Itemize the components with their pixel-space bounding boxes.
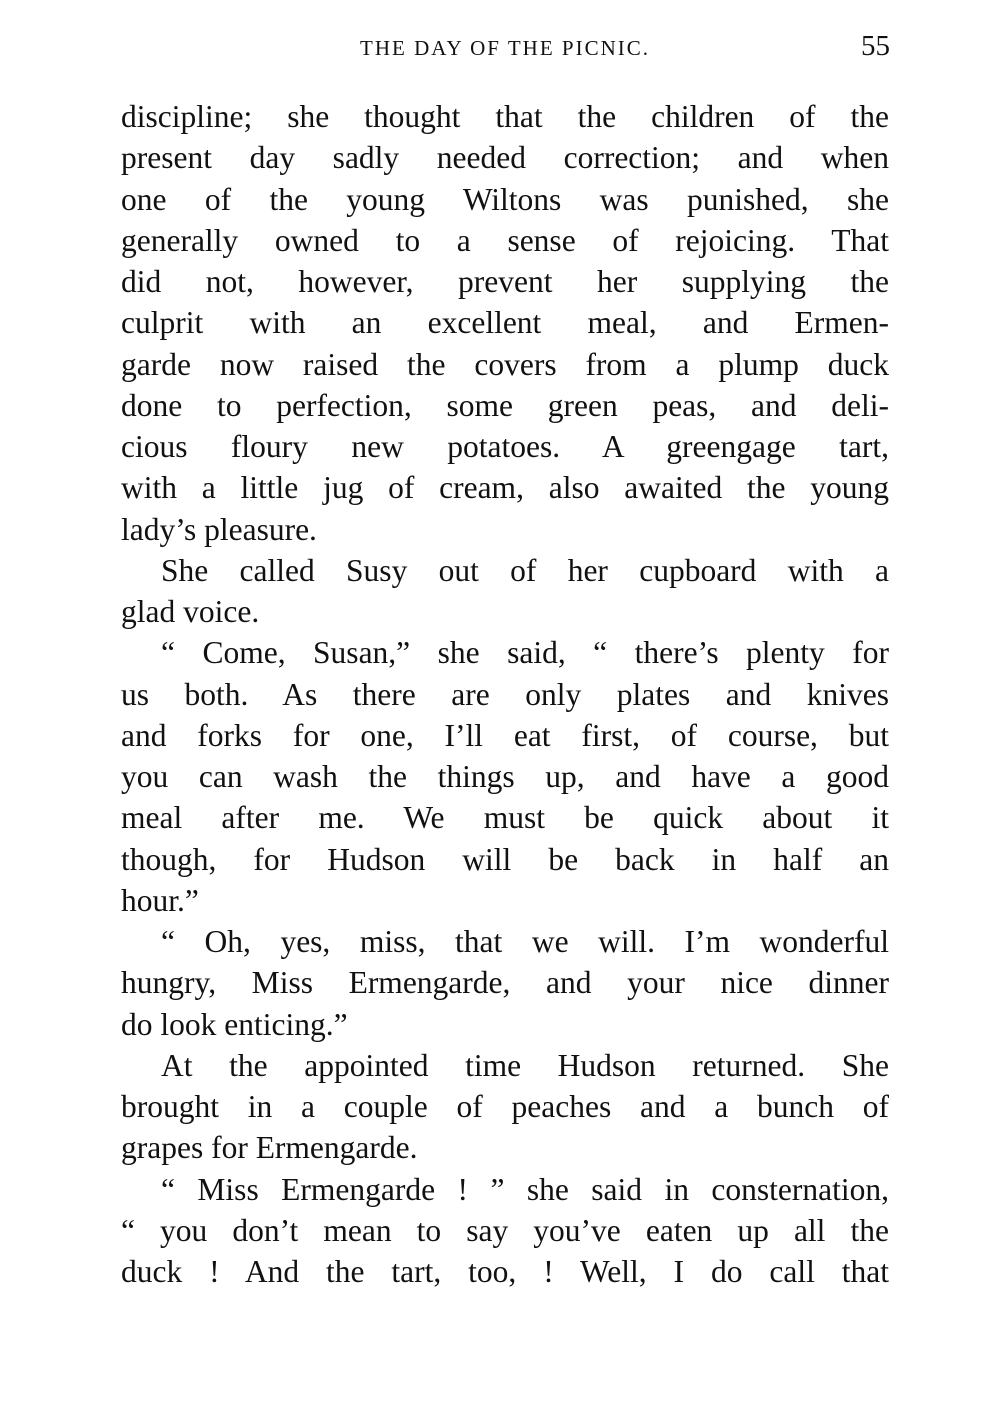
text-line: discipline; she thought that the children of the (121, 99, 889, 134)
text-line: “ you don’t mean to say you’ve eaten up all the (121, 1212, 889, 1248)
text-line: hour.” (121, 882, 199, 918)
text-line: and forks for one, I’ll eat first, of course, but (121, 717, 889, 753)
text-line: generally owned to a sense of rejoicing. That (121, 222, 889, 258)
text-line: “ Miss Ermengarde ! ” she said in consternation, (161, 1171, 889, 1207)
text-line: brought in a couple of peaches and a bunch of (121, 1089, 889, 1124)
text-line: hungry, Miss Ermengarde, and your nice dinner (121, 965, 889, 1001)
text-line: culprit with an excellent meal, and Ermen- (121, 305, 889, 341)
text-line: lady’s pleasure. (121, 511, 317, 547)
body-text (121, 96, 889, 1292)
text-line: “ Oh, yes, miss, that we will. I’m wonderful (161, 924, 889, 959)
text-line: At the appointed time Hudson returned. She (161, 1047, 889, 1083)
text-line: one of the young Wiltons was punished, she (121, 181, 889, 217)
text-line: you can wash the things up, and have a good (121, 759, 889, 794)
text-line: present day sadly needed correction; and when (121, 140, 889, 176)
text-line: grapes for Ermengarde. (121, 1130, 418, 1166)
text-line: duck ! And the tart, too, ! Well, I do call that (121, 1254, 889, 1289)
text-line: “ Come, Susan,” she said, “ there’s plenty for (161, 635, 889, 671)
page-number: 55 (861, 30, 890, 62)
text-line: did not, however, prevent her supplying the (121, 264, 889, 299)
text-line: done to perfection, some green peas, and deli- (121, 387, 889, 423)
text-line: She called Susy out of her cupboard with a (161, 552, 889, 588)
running-title: THE DAY OF THE PICNIC. (360, 36, 650, 60)
text-line: meal after me. We must be quick about it (121, 800, 889, 836)
text-line: though, for Hudson will be back in half an (121, 841, 889, 877)
text-line: with a little jug of cream, also awaited the young (121, 470, 889, 506)
text-line: garde now raised the covers from a plump duck (121, 346, 889, 382)
text-line: us both. As there are only plates and knives (121, 676, 889, 712)
page-header (120, 30, 890, 66)
text-line: do look enticing.” (121, 1006, 348, 1042)
text-line: cious floury new potatoes. A greengage tart, (121, 429, 889, 464)
text-line: glad voice. (121, 594, 260, 629)
